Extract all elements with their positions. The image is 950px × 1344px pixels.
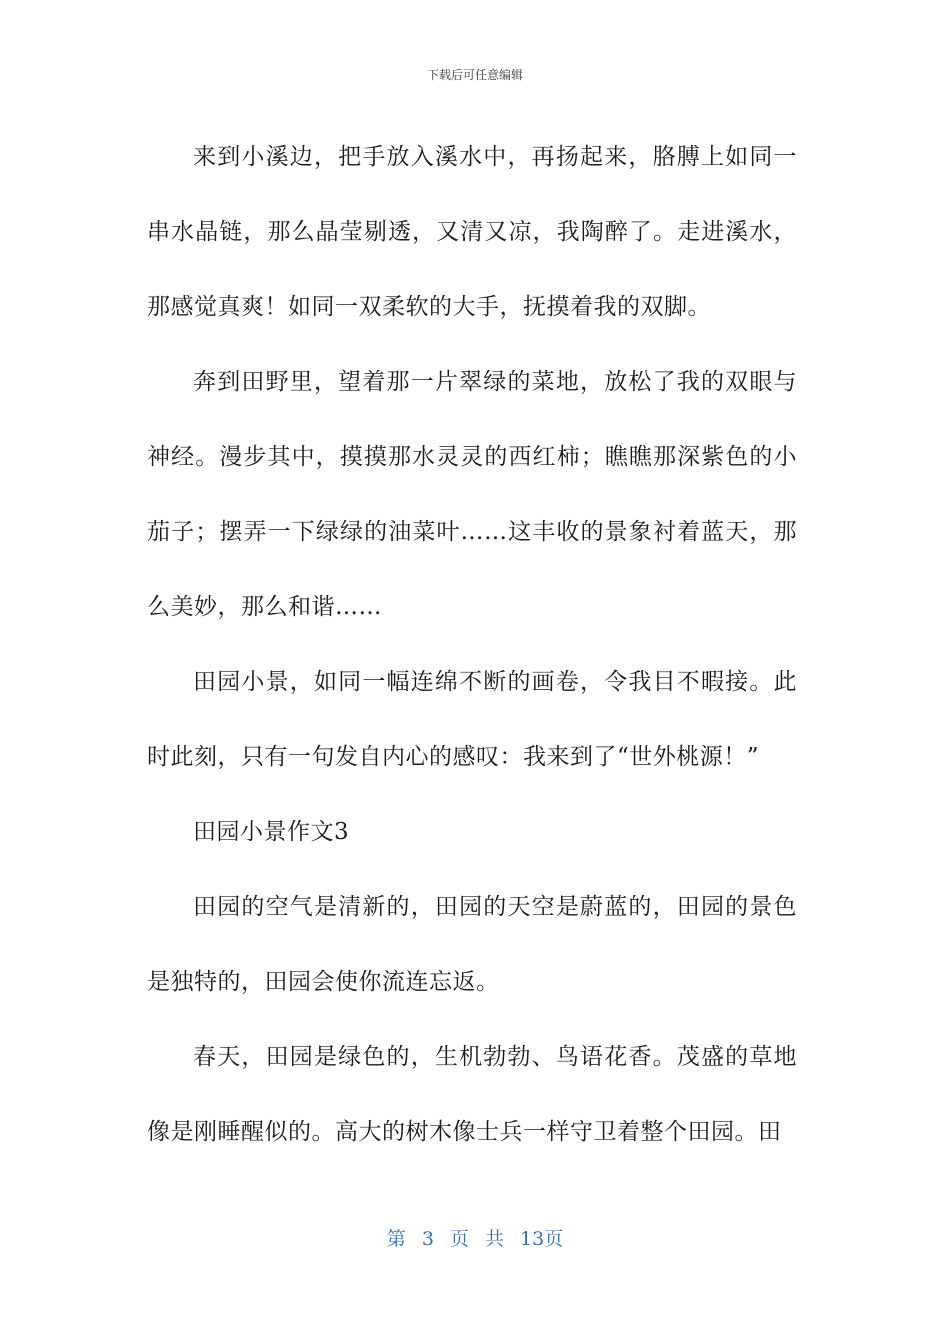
paragraph-field: 奔到田野里，望着那一片翠绿的菜地，放松了我的双眼与神经。漫步其中，摸摸那水灵灵的西红柿；瞧瞧那深紫色的小茄子；摆弄一下绿绿的油菜叶……这丰收的景象衬着蓝天，那么美妙，那么和谐……	[147, 369, 797, 620]
paragraph-intro: 田园的空气是清新的，田园的天空是蔚蓝的，田园的景色是独特的，田园会使你流连忘返。	[147, 894, 797, 995]
essay-title: 田园小景作文3	[193, 819, 350, 845]
paragraph-conclusion: 田园小景，如同一幅连绵不断的画卷，令我目不暇接。此时此刻，只有一句发自内心的感叹：我来到了“世外桃源！”	[147, 669, 797, 770]
paragraph-stream: 来到小溪边，把手放入溪水中，再扬起来，胳膊上如同一串水晶链，那么晶莹剔透，又清又凉，我陶醉了。走进溪水，那感觉真爽！如同一双柔软的大手，抚摸着我的双脚。	[147, 144, 797, 320]
paragraph-spring: 春天，田园是绿色的，生机勃勃、鸟语花香。茂盛的草地像是刚睡醒似的。高大的树木像士兵一样守卫着整个田园。田	[147, 1044, 797, 1145]
document-body	[147, 120, 797, 1170]
page-header-note: 下载后可任意编辑	[426, 68, 523, 82]
page-number: 第 3 页 共 13页	[386, 1228, 564, 1250]
